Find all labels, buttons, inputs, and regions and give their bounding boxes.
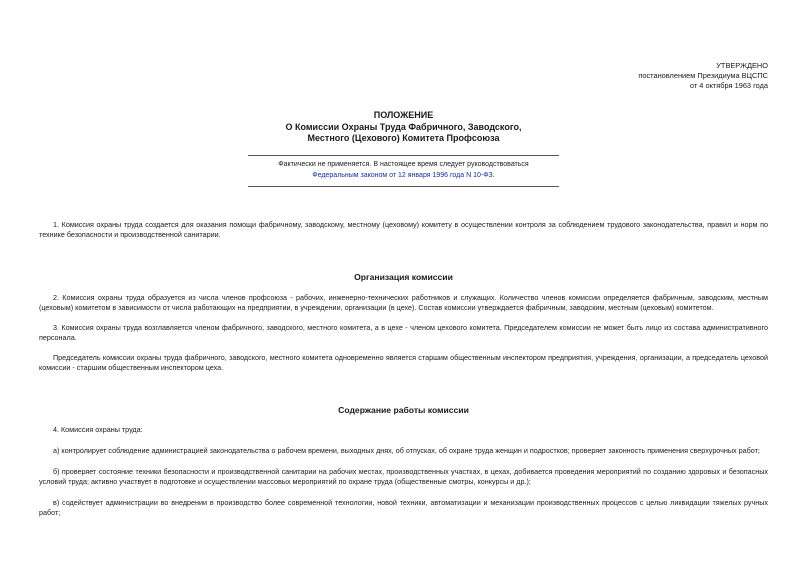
status-note-text: Фактически не применяется. В настоящее время следует руководствоваться <box>278 161 529 168</box>
heading-organization: Организация комиссии <box>354 272 453 282</box>
approval-status: УТВЕРЖДЕНО <box>716 61 768 70</box>
approval-authority: постановлением Президиума ВЦСПС <box>638 71 768 81</box>
paragraph-1: 1. Комиссия охраны труда создается для оказания помощи фабричному, заводскому, местному (цеховому) комитету в осуществлении контроля за соблюдением трудового законодательства, правил и норм по технике безопасности и производственной санитарии. <box>39 220 768 240</box>
paragraph-3: 3. Комиссия охраны труда возглавляется членом фабричного, заводского, местного комитета, а в цехе - членом цехового комитета. Председателем комиссии не может быть лицо из состава административного персонала. <box>39 323 768 343</box>
paragraph-4: 4. Комиссия охраны труда: <box>53 425 143 434</box>
document-title <box>0 110 807 145</box>
status-note <box>248 155 559 187</box>
approval-date: от 4 октября 1963 года <box>689 81 768 91</box>
title-line-3: Местного (Цехового) Комитета Профсоюза <box>307 133 500 143</box>
paragraph-4b: б) проверяет состояние техники безопасности и производственной санитарии на рабочих местах, производственных участках, в цехах, добивается проведения мероприятий по созданию здоровых и безопасных условий труда; активно участвует в подготовке и осуществлении массовых мероприятий по охране труда (общественные смотры, конкурсы и др.); <box>39 467 768 487</box>
paragraph-4c: в) содействует администрации во внедрении в производство более современной технологии, новой техники, автоматизации и механизации производственных процессов с целью ликвидации тяжелых ручных работ; <box>39 498 768 518</box>
approval-stamp <box>638 61 768 92</box>
heading-work-content: Содержание работы комиссии <box>338 405 469 415</box>
federal-law-link[interactable]: Федеральным законом от 12 января 1996 года N 10-ФЗ <box>312 171 493 179</box>
title-line-1: ПОЛОЖЕНИЕ <box>373 110 434 120</box>
paragraph-3-chairman: Председатель комиссии охраны труда фабричного, заводского, местного комитета одновременно является старшим общественным инспектором предприятия, учреждения, организации, а председатель цеховой комиссии - старшим общественным инспектором цеха. <box>39 353 768 373</box>
status-note-suffix: . <box>492 171 495 179</box>
paragraph-2: 2. Комиссия охраны труда образуется из числа членов профсоюза - рабочих, инженерно-технических работников и служащих. Количество членов комиссии определяется фабричным, заводским, местным (цеховым) комитетом в зависимости от числа работающих на предприятии, в учреждении, организации (в цехе). Состав комиссии утверждается фабричным, заводским, местным (цеховым) комитетом. <box>39 293 768 313</box>
title-line-2: О Комиссии Охраны Труда Фабричного, Заводского, <box>285 121 522 132</box>
paragraph-4a: а) контролирует соблюдение администрацией законодательства о рабочем времени, выходных днях, об отпусках, об охране труда женщин и подростков; проверяет законность применения сверхурочных работ; <box>53 446 760 455</box>
